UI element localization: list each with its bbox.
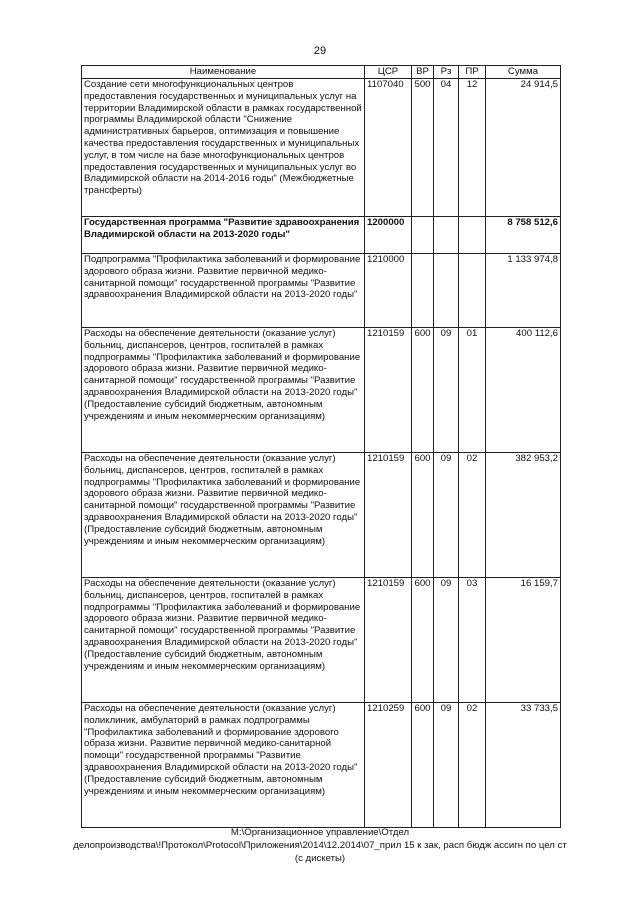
row-rz: 09 <box>434 453 459 578</box>
header-sum: Сумма <box>486 66 561 79</box>
row-sum: 400 112,6 <box>486 328 561 453</box>
header-name: Наименование <box>82 66 365 79</box>
page-number: 29 <box>313 45 327 57</box>
row-pr <box>459 217 486 254</box>
row-sum: 8 758 512,6 <box>486 217 561 254</box>
table-row <box>82 703 561 828</box>
row-name: Расходы на обеспечение деятельности (оказание услуг) поликлиник, амбулаторий в рамках подпрограммы "Профилактика заболеваний и формирование здорового образа жизни. Развитие первичной медико-санитарной помощи" государственной программы "Развитие здравоохранения Владимирской области на 2013-2020 годы" (Предоставление субсидий бюджетным, автономным учреждениям и иным некоммерческим организациям) <box>82 703 365 828</box>
table-row <box>82 453 561 578</box>
header-vr: ВР <box>412 66 434 79</box>
row-rz: 09 <box>434 328 459 453</box>
row-name: Подпрограмма "Профилактика заболеваний и формирование здорового образа жизни. Развитие первичной медико-санитарной помощи" государственной программы "Развитие здравоохранения Владимирской области на 2013-2020 годы" <box>82 254 365 328</box>
row-sum: 382 953,2 <box>486 453 561 578</box>
row-vr <box>412 254 434 328</box>
row-vr: 600 <box>412 578 434 703</box>
row-name: Создание сети многофункциональных центров предоставления государственных и муниципальных услуг на территории Владимирской области в рамках государственной программы Владимирской области "Снижение административных барьеров, оптимизация и повышение качества предоставления государственных и муниципальных услуг, в том числе на базе многофункциональных центров предоставления государственных и муниципальных услуг во Владимирской области на 2014-2016 годы" (Межбюджетные трансферты) <box>82 79 365 217</box>
row-csr: 1210159 <box>365 453 412 578</box>
row-csr: 1210159 <box>365 578 412 703</box>
row-pr: 03 <box>459 578 486 703</box>
row-rz: 09 <box>434 578 459 703</box>
footer-line-3: (с дискеты) <box>294 853 346 864</box>
row-csr: 1210000 <box>365 254 412 328</box>
table-row <box>82 217 561 254</box>
row-sum: 33 733,5 <box>486 703 561 828</box>
row-vr: 600 <box>412 328 434 453</box>
row-pr: 02 <box>459 453 486 578</box>
row-csr: 1107040 <box>365 79 412 217</box>
row-rz <box>434 217 459 254</box>
row-vr: 500 <box>412 79 434 217</box>
table-row <box>82 79 561 217</box>
row-pr: 01 <box>459 328 486 453</box>
table-header-row <box>82 66 561 79</box>
table-row <box>82 328 561 453</box>
row-pr <box>459 254 486 328</box>
row-vr: 600 <box>412 453 434 578</box>
row-csr: 1210159 <box>365 328 412 453</box>
row-name: Расходы на обеспечение деятельности (оказание услуг) больниц, диспансеров, центров, госпиталей в рамках подпрограммы "Профилактика заболеваний и формирование здорового образа жизни. Развитие первичной медико-санитарной помощи" государственной программы "Развитие здравоохранения Владимирской области на 2013-2020 годы" (Предоставление субсидий бюджетным, автономным учреждениям и иным некоммерческим организациям) <box>82 453 365 578</box>
footer-line-1: М:\Организационное управление\Отдел <box>230 827 410 838</box>
row-sum: 1 133 974,8 <box>486 254 561 328</box>
table-row <box>82 254 561 328</box>
row-vr: 600 <box>412 703 434 828</box>
row-rz: 09 <box>434 703 459 828</box>
row-csr: 1200000 <box>365 217 412 254</box>
table-row <box>82 578 561 703</box>
header-rz: Рз <box>434 66 459 79</box>
row-rz <box>434 254 459 328</box>
row-pr: 12 <box>459 79 486 217</box>
row-rz: 04 <box>434 79 459 217</box>
row-name: Расходы на обеспечение деятельности (оказание услуг) больниц, диспансеров, центров, госпиталей в рамках подпрограммы "Профилактика заболеваний и формирование здорового образа жизни. Развитие первичной медико-санитарной помощи" государственной программы "Развитие здравоохранения Владимирской области на 2013-2020 годы" (Предоставление субсидий бюджетным, автономным учреждениям и иным некоммерческим организациям) <box>82 578 365 703</box>
header-pr: ПР <box>459 66 486 79</box>
row-sum: 16 159,7 <box>486 578 561 703</box>
footer-file-path <box>0 826 640 865</box>
row-sum: 24 914,5 <box>486 79 561 217</box>
row-vr <box>412 217 434 254</box>
row-pr: 02 <box>459 703 486 828</box>
footer-line-2: делопроизводства\!Протокол\Protocol\Приложения\2014\12.2014\07_прил 15 к зак, расп бюдж ассигн по цел ст <box>73 840 567 851</box>
row-name: Расходы на обеспечение деятельности (оказание услуг) больниц, диспансеров, центров, госпиталей в рамках подпрограммы "Профилактика заболеваний и формирование здорового образа жизни. Развитие первичной медико-санитарной помощи" государственной программы "Развитие здравоохранения Владимирской области на 2013-2020 годы" (Предоставление субсидий бюджетным, автономным учреждениям и иным некоммерческим организациям) <box>82 328 365 453</box>
budget-table <box>81 65 561 828</box>
row-csr: 1210259 <box>365 703 412 828</box>
header-csr: ЦСР <box>365 66 412 79</box>
row-name: Государственная программа "Развитие здравоохранения Владимирской области на 2013-2020 годы" <box>82 217 365 254</box>
